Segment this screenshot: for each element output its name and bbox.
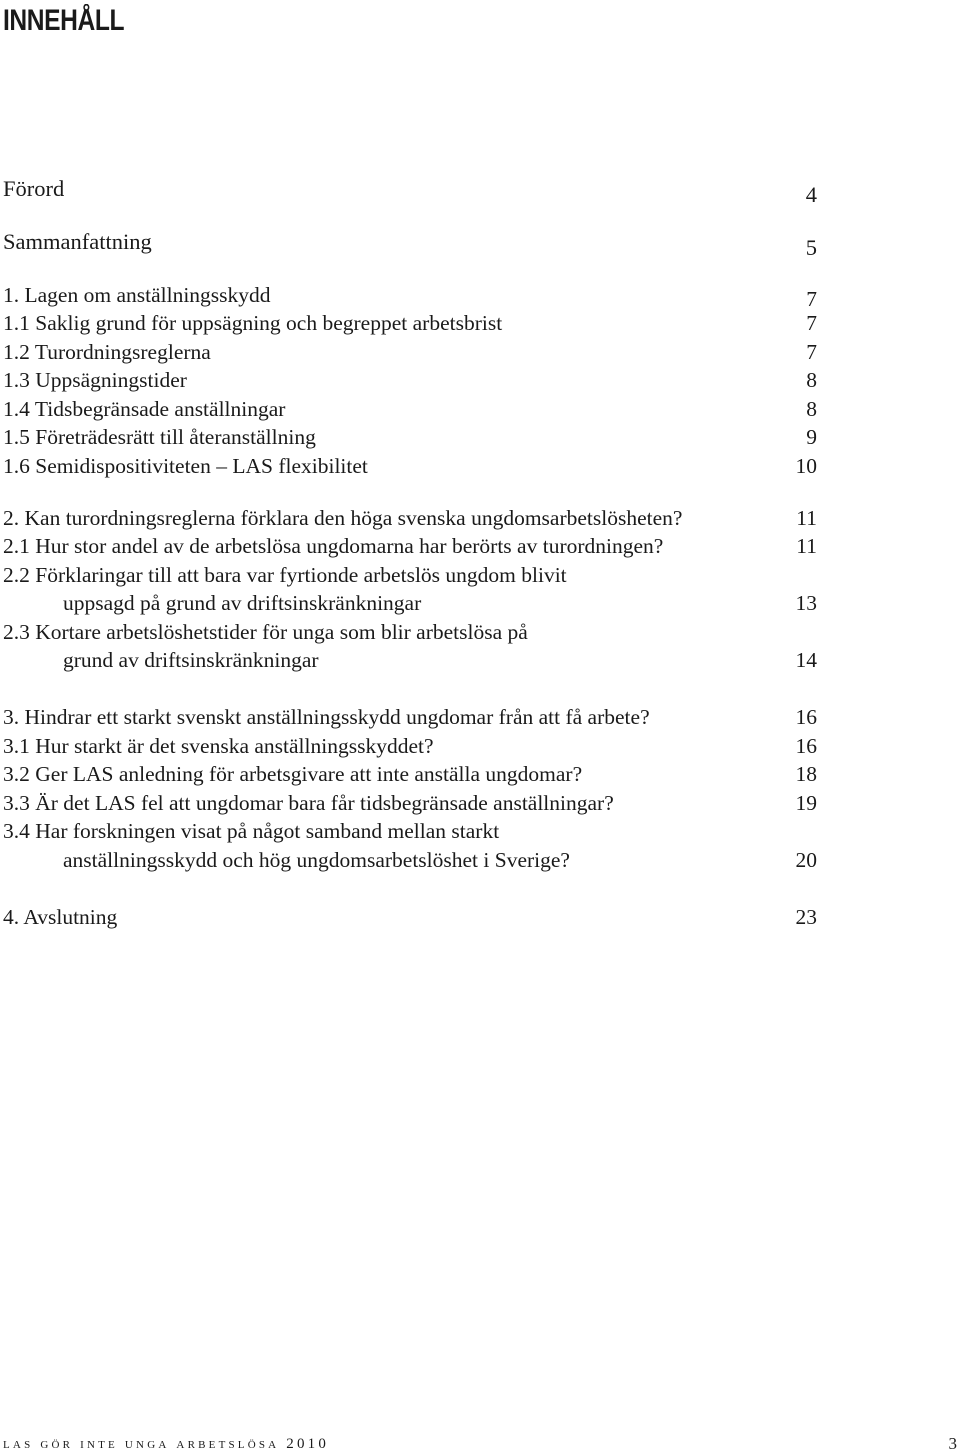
toc-entry-1-5[interactable] xyxy=(3,422,817,452)
toc-page-number: 10 xyxy=(795,454,817,478)
toc-page-number: 20 xyxy=(795,848,817,872)
running-title: las gör inte unga arbetslösa 2010 xyxy=(3,1436,330,1452)
toc-label: 2. Kan turordningsreglerna förklara den höga svenska ungdomsarbetslösheten? xyxy=(3,506,683,530)
toc-entry-1-4[interactable] xyxy=(3,394,817,424)
toc-label: 3.2 Ger LAS anledning för arbetsgivare att inte anställa ungdomar? xyxy=(3,762,583,786)
toc-page-number: 8 xyxy=(806,397,817,421)
toc-page-number: 16 xyxy=(795,705,817,729)
toc-label: 1.1 Saklig grund för uppsägning och begreppet arbetsbrist xyxy=(3,311,503,335)
toc-label: 3.1 Hur starkt är det svenska anställningsskyddet? xyxy=(3,734,434,758)
toc-label: 1.6 Semidispositiviteten – LAS flexibilitet xyxy=(3,454,368,478)
toc-entry-2-3-continued[interactable] xyxy=(3,645,817,675)
toc-entry-2-1[interactable] xyxy=(3,531,817,561)
toc-entry-1-1[interactable] xyxy=(3,308,817,338)
toc-page-number: 9 xyxy=(806,425,817,449)
toc-label: Förord xyxy=(3,176,65,201)
toc-label: 1.5 Företrädesrätt till återanställning xyxy=(3,425,316,449)
toc-label: 1.2 Turordningsreglerna xyxy=(3,340,211,364)
toc-entry-3-3[interactable] xyxy=(3,788,817,818)
toc-label: 4. Avslutning xyxy=(3,905,118,929)
toc-label: Sammanfattning xyxy=(3,229,152,254)
toc-label: 2.1 Hur stor andel av de arbetslösa ungdomarna har berörts av turordningen? xyxy=(3,534,664,558)
toc-page-number: 14 xyxy=(795,648,817,672)
toc-label: 1.3 Uppsägningstider xyxy=(3,368,187,392)
toc-entry-chapter-1[interactable] xyxy=(3,280,817,310)
toc-label: 3. Hindrar ett starkt svenskt anställningsskydd ungdomar från att få arbete? xyxy=(3,705,650,729)
toc-page-number: 8 xyxy=(806,368,817,392)
toc-entry-1-3[interactable] xyxy=(3,365,817,395)
toc-page-number: 7 xyxy=(806,311,817,335)
toc-entry-3-4[interactable] xyxy=(3,816,817,846)
toc-label: 3.3 Är det LAS fel att ungdomar bara får tidsbegränsade anställningar? xyxy=(3,791,614,815)
toc-entry-chapter-3[interactable] xyxy=(3,702,817,732)
toc-page-number: 23 xyxy=(795,905,817,929)
toc-entry-1-2[interactable] xyxy=(3,337,817,367)
toc-entry-chapter-2[interactable] xyxy=(3,503,817,533)
toc-label: uppsagd på grund av driftsinskränkningar xyxy=(63,591,422,615)
toc-entry-2-2-continued[interactable] xyxy=(3,588,817,618)
toc-page-number: 11 xyxy=(796,506,817,530)
page-footer xyxy=(3,1433,960,1455)
toc-page-number: 11 xyxy=(796,534,817,558)
toc-page-number: 4 xyxy=(805,182,817,207)
toc-label: 1.4 Tidsbegränsade anställningar xyxy=(3,397,286,421)
toc-page-number: 5 xyxy=(805,235,817,260)
toc-entry-1-6[interactable] xyxy=(3,451,817,481)
toc-page-number: 16 xyxy=(795,734,817,758)
page-number: 3 xyxy=(948,1434,957,1453)
toc-label: grund av driftsinskränkningar xyxy=(63,648,319,672)
toc-entry-3-1[interactable] xyxy=(3,731,817,761)
toc-entry-3-4-continued[interactable] xyxy=(3,845,817,875)
toc-label: 3.4 Har forskningen visat på något samband mellan starkt xyxy=(3,819,500,843)
toc-page-number: 7 xyxy=(806,287,817,311)
toc-label: 2.3 Kortare arbetslöshetstider för unga som blir arbetslösa på xyxy=(3,620,528,644)
toc-entry-forord[interactable] xyxy=(3,174,817,207)
toc-page-number: 19 xyxy=(795,791,817,815)
toc-entry-2-3[interactable] xyxy=(3,617,817,647)
toc-page-number: 13 xyxy=(795,591,817,615)
page-title: INNEHÅLL xyxy=(3,4,125,37)
toc-entry-chapter-4[interactable] xyxy=(3,902,817,932)
toc-entry-2-2[interactable] xyxy=(3,560,817,590)
toc-page-number: 7 xyxy=(806,340,817,364)
toc-label: 2.2 Förklaringar till att bara var fyrtionde arbetslös ungdom blivit xyxy=(3,563,567,587)
toc-page-number: 18 xyxy=(795,762,817,786)
toc-label: 1. Lagen om anställningsskydd xyxy=(3,283,271,307)
toc-entry-3-2[interactable] xyxy=(3,759,817,789)
toc-entry-sammanfattning[interactable] xyxy=(3,227,817,260)
toc-label: anställningsskydd och hög ungdomsarbetslöshet i Sverige? xyxy=(63,848,570,872)
